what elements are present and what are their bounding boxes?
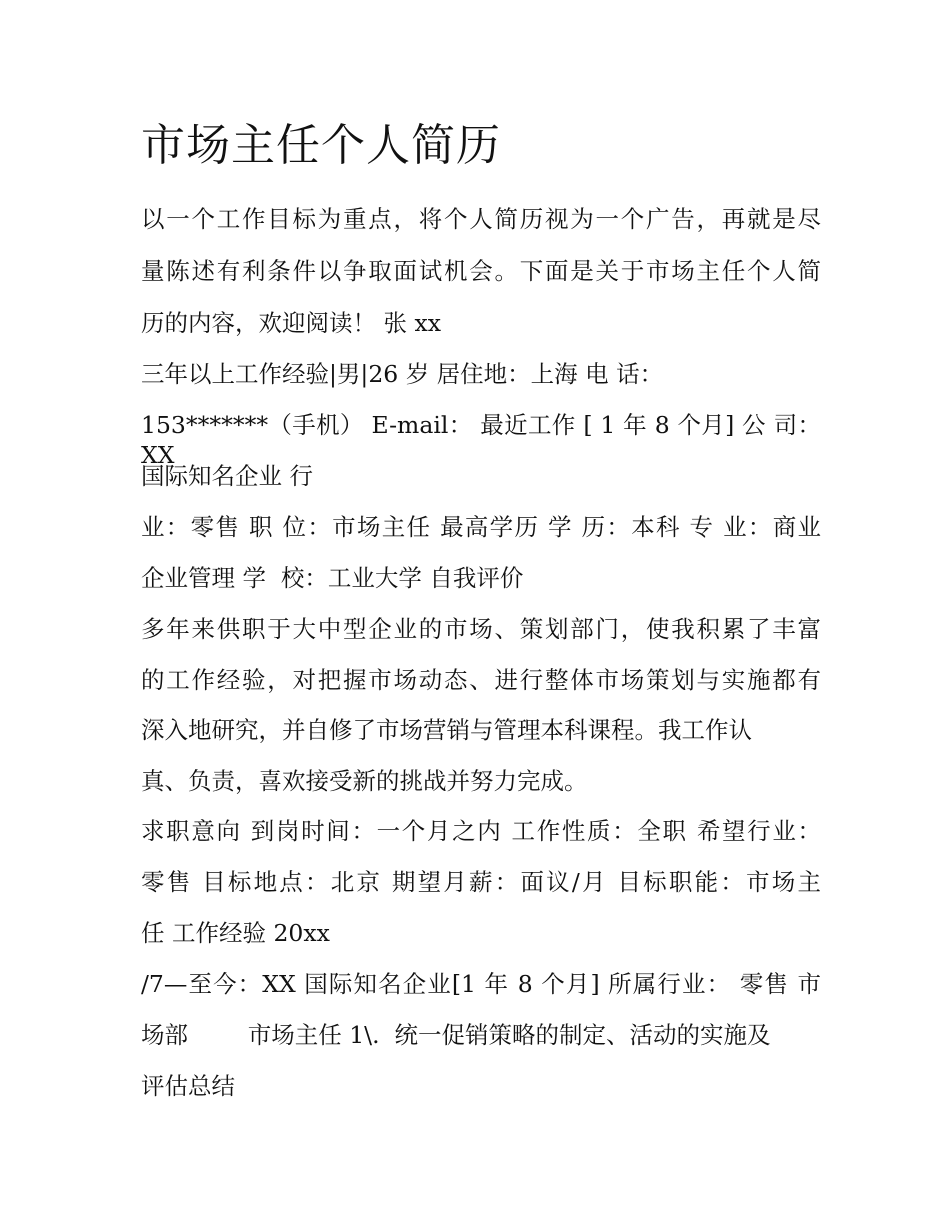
document-title: 市场主任个人简历 bbox=[141, 120, 501, 171]
body-line: 企业管理 学 校：工业大学 自我评价 bbox=[141, 564, 524, 592]
body-line: 真、负责，喜欢接受新的挑战并努力完成。 bbox=[141, 767, 588, 795]
body-line: 三年以上工作经验|男|26 岁 居住地：上海 电 话： bbox=[141, 360, 664, 388]
body-line: 量陈述有利条件以争取面试机会。下面是关于市场主任个人简 bbox=[141, 257, 821, 285]
body-line: 零售 目标地点：北京 期望月薪：面议/月 目标职能：市场主 bbox=[141, 868, 821, 896]
body-line: 153*******（手机） E-mail： 最近工作 [ 1 年 8 个月] 公 司：XX bbox=[141, 411, 821, 469]
body-line: 场部 市场主任 1\. 统一促销策略的制定、活动的实施及 bbox=[141, 1021, 771, 1049]
body-line: 任 工作经验 20xx bbox=[141, 919, 330, 947]
body-line: 求职意向 到岗时间：一个月之内 工作性质：全职 希望行业： bbox=[141, 817, 821, 845]
body-line: 多年来供职于大中型企业的市场、策划部门，使我积累了丰富 bbox=[141, 615, 821, 643]
body-line: 国际知名企业 行 bbox=[141, 462, 313, 490]
body-line: 评估总结 bbox=[141, 1072, 235, 1100]
body-line: 以一个工作目标为重点，将个人简历视为一个广告，再就是尽 bbox=[141, 205, 821, 233]
body-line: 深入地研究，并自修了市场营销与管理本科课程。我工作认 bbox=[141, 716, 752, 744]
body-line: /7—至今：XX 国际知名企业[1 年 8 个月] 所属行业： 零售 市 bbox=[141, 970, 821, 998]
body-line: 业：零售 职 位：市场主任 最高学历 学 历：本科 专 业：商业 bbox=[141, 513, 821, 541]
body-line: 的工作经验，对把握市场动态、进行整体市场策划与实施都有 bbox=[141, 666, 821, 694]
body-line: 历的内容，欢迎阅读！ 张 xx bbox=[141, 309, 441, 337]
